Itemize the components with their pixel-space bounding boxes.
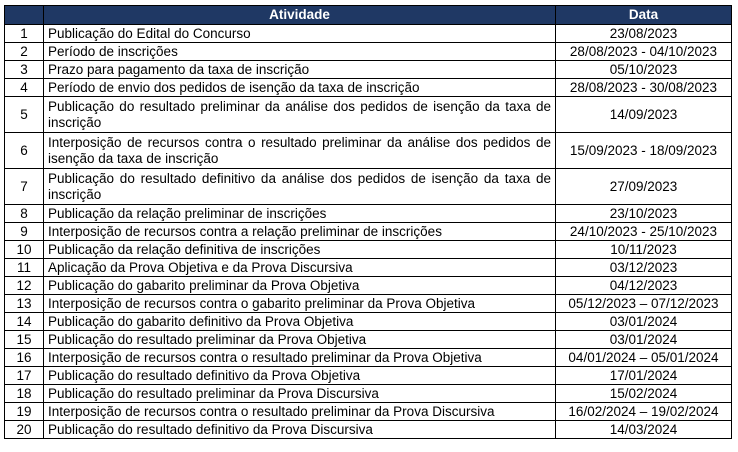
row-number: 13 [5, 295, 44, 313]
schedule-table [4, 5, 732, 439]
row-activity: Período de inscrições [44, 43, 556, 61]
row-date: 04/01/2024 – 05/01/2024 [556, 349, 732, 367]
table-row [5, 259, 732, 277]
row-number: 18 [5, 385, 44, 403]
row-date: 04/12/2023 [556, 277, 732, 295]
row-number: 8 [5, 205, 44, 223]
row-number: 20 [5, 421, 44, 439]
row-date: 10/11/2023 [556, 241, 732, 259]
row-activity: Publicação do resultado preliminar da Prova Discursiva [44, 385, 556, 403]
table-row [5, 169, 732, 205]
row-activity: Publicação do resultado preliminar da Prova Objetiva [44, 331, 556, 349]
row-number: 1 [5, 25, 44, 43]
row-number: 15 [5, 331, 44, 349]
header-activity: Atividade [44, 6, 556, 25]
table-row [5, 295, 732, 313]
table-row [5, 367, 732, 385]
row-date: 16/02/2024 – 19/02/2024 [556, 403, 732, 421]
row-activity: Interposição de recursos contra o gabarito preliminar da Prova Objetiva [44, 295, 556, 313]
table-row [5, 403, 732, 421]
table-row [5, 205, 732, 223]
row-date: 03/01/2024 [556, 331, 732, 349]
table-row [5, 385, 732, 403]
row-activity: Publicação do resultado preliminar da análise dos pedidos de isenção da taxa de inscrição [44, 97, 556, 133]
row-date: 24/10/2023 - 25/10/2023 [556, 223, 732, 241]
row-activity: Interposição de recursos contra a relação preliminar de inscrições [44, 223, 556, 241]
row-date: 14/03/2024 [556, 421, 732, 439]
row-number: 12 [5, 277, 44, 295]
row-activity: Publicação da relação definitiva de inscrições [44, 241, 556, 259]
table-row [5, 133, 732, 169]
row-number: 9 [5, 223, 44, 241]
header-number [5, 6, 44, 25]
row-activity: Período de envio dos pedidos de isenção da taxa de inscrição [44, 79, 556, 97]
table-row [5, 241, 732, 259]
row-date: 14/09/2023 [556, 97, 732, 133]
row-number: 7 [5, 169, 44, 205]
row-number: 5 [5, 97, 44, 133]
row-activity: Publicação do resultado definitivo da análise dos pedidos de isenção da taxa de inscrição [44, 169, 556, 205]
row-activity: Aplicação da Prova Objetiva e da Prova Discursiva [44, 259, 556, 277]
row-activity: Publicação da relação preliminar de inscrições [44, 205, 556, 223]
table-row [5, 277, 732, 295]
row-activity: Publicação do gabarito preliminar da Prova Objetiva [44, 277, 556, 295]
table-row [5, 97, 732, 133]
table-row [5, 43, 732, 61]
row-date: 23/08/2023 [556, 25, 732, 43]
row-activity: Prazo para pagamento da taxa de inscrição [44, 61, 556, 79]
row-number: 19 [5, 403, 44, 421]
row-date: 03/01/2024 [556, 313, 732, 331]
row-number: 14 [5, 313, 44, 331]
table-row [5, 331, 732, 349]
table-row [5, 25, 732, 43]
table-row [5, 349, 732, 367]
table-header-row [5, 6, 732, 25]
table-row [5, 79, 732, 97]
row-date: 28/08/2023 - 30/08/2023 [556, 79, 732, 97]
row-number: 10 [5, 241, 44, 259]
row-date: 17/01/2024 [556, 367, 732, 385]
row-number: 2 [5, 43, 44, 61]
row-activity: Publicação do Edital do Concurso [44, 25, 556, 43]
row-date: 05/12/2023 – 07/12/2023 [556, 295, 732, 313]
row-date: 15/09/2023 - 18/09/2023 [556, 133, 732, 169]
table-row [5, 223, 732, 241]
row-activity: Interposição de recursos contra o resultado preliminar da Prova Discursiva [44, 403, 556, 421]
row-activity: Publicação do resultado definitivo da Prova Objetiva [44, 367, 556, 385]
row-number: 17 [5, 367, 44, 385]
row-number: 6 [5, 133, 44, 169]
row-number: 3 [5, 61, 44, 79]
table-row [5, 421, 732, 439]
row-number: 16 [5, 349, 44, 367]
row-activity: Publicação do resultado definitivo da Prova Discursiva [44, 421, 556, 439]
row-date: 23/10/2023 [556, 205, 732, 223]
row-date: 05/10/2023 [556, 61, 732, 79]
row-date: 28/08/2023 - 04/10/2023 [556, 43, 732, 61]
header-date: Data [556, 6, 732, 25]
row-activity: Interposição de recursos contra o resultado preliminar da análise dos pedidos de isenção da taxa de inscrição [44, 133, 556, 169]
table-row [5, 313, 732, 331]
row-date: 15/02/2024 [556, 385, 732, 403]
row-activity: Publicação do gabarito definitivo da Prova Objetiva [44, 313, 556, 331]
row-number: 4 [5, 79, 44, 97]
row-number: 11 [5, 259, 44, 277]
table-row [5, 61, 732, 79]
row-activity: Interposição de recursos contra o resultado preliminar da Prova Objetiva [44, 349, 556, 367]
row-date: 03/12/2023 [556, 259, 732, 277]
row-date: 27/09/2023 [556, 169, 732, 205]
